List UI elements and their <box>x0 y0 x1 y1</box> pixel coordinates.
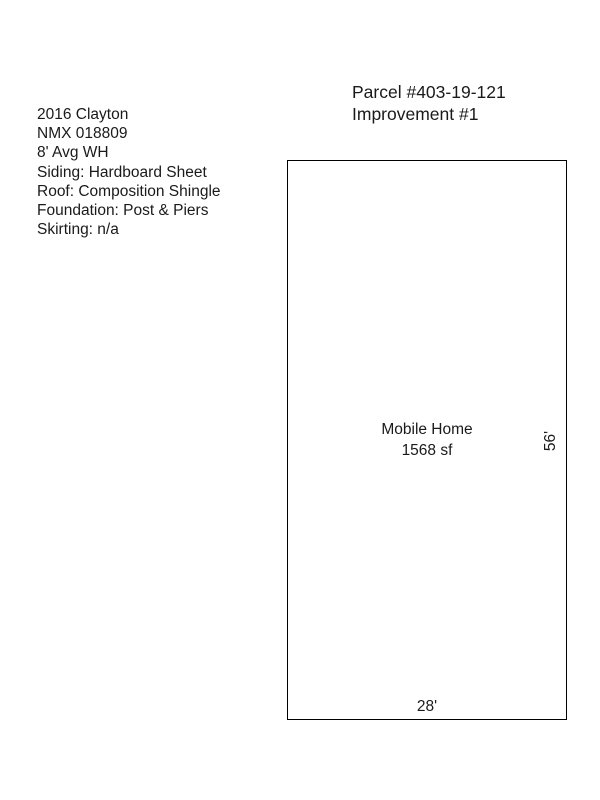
detail-serial-number: NMX 018809 <box>37 125 128 143</box>
detail-wall-height: 8' Avg WH <box>37 144 109 162</box>
area-label <box>288 419 566 461</box>
detail-siding: Siding: Hardboard Sheet <box>37 163 207 181</box>
detail-year-make: 2016 Clayton <box>37 106 129 123</box>
length-dimension: 56' <box>542 430 559 452</box>
width-dimension: 28' <box>416 698 438 715</box>
parcel-number: Parcel #403-19-121 <box>352 82 506 102</box>
detail-roof: Roof: Composition Shingle <box>37 182 221 200</box>
parcel-header <box>352 81 506 125</box>
improvement-details <box>37 105 221 239</box>
mobile-home-footprint <box>287 160 567 720</box>
structure-type: Mobile Home <box>381 421 473 438</box>
detail-foundation: Foundation: Post & Piers <box>37 202 209 220</box>
square-footage: 1568 sf <box>401 442 453 459</box>
detail-skirting: Skirting: n/a <box>37 221 119 239</box>
improvement-number: Improvement #1 <box>352 104 479 124</box>
